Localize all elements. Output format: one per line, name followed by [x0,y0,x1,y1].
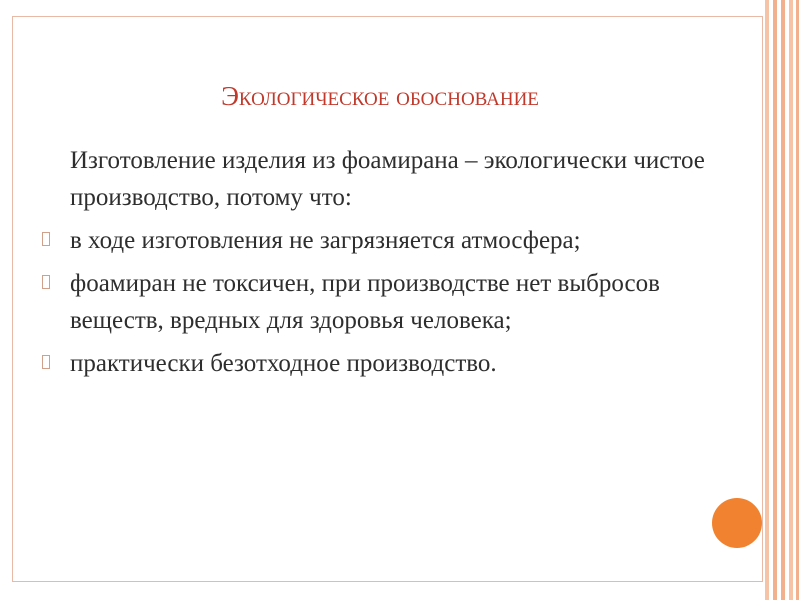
bullet-icon [42,275,50,289]
stripe-4 [789,0,793,600]
bullet-icon [42,232,50,246]
slide-body [40,142,705,388]
bullet-item [40,222,705,259]
decorative-stripes [765,0,800,600]
stripe-2 [773,0,777,600]
intro-indent [40,142,70,216]
bullet-text: в ходе изготовления не загрязняется атмосфера; [70,227,581,254]
intro-paragraph [40,142,705,216]
stripe-1 [765,0,769,600]
orange-circle-icon [712,498,762,548]
stripe-5 [796,0,799,600]
intro-text: Изготовление изделия из фоамирана – экологически чистое производство, потому что: [70,147,705,211]
bullet-text: практически безотходное производство. [70,350,497,377]
bullet-item [40,345,705,382]
bullet-text: фоамиран не токсичен, при производстве нет выбросов веществ, вредных для здоровья человека; [70,270,660,334]
bullet-item [40,265,705,339]
slide-title: Экологическое обоснование [221,81,539,111]
stripe-3 [781,0,785,600]
bullet-icon [42,355,50,369]
